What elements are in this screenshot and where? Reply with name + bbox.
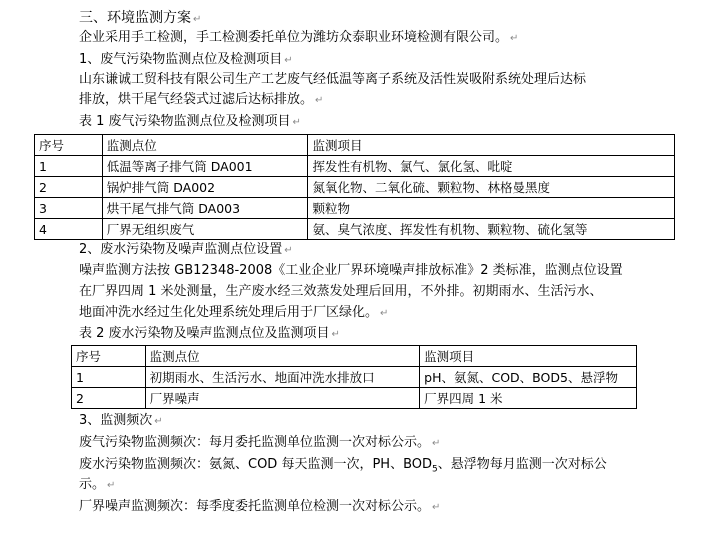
table-row bbox=[72, 388, 637, 409]
table-cell: 锅炉排气筒 DA002 bbox=[102, 177, 308, 198]
table2 bbox=[71, 345, 637, 409]
sub1-heading: 1、废气污染物监测点位及检测项目 ↵ bbox=[79, 52, 293, 67]
sub1-paragraph-line2: 排放，烘干尾气经袋式过滤后达标排放。 ↵ bbox=[79, 92, 324, 107]
sub1-paragraph-line1: 山东谦诚工贸科技有限公司生产工艺废气经低温等离子系统及活性炭吸附系统处理后达标 bbox=[79, 72, 587, 87]
table-cell: 厂界无组织废气 bbox=[102, 219, 308, 240]
table-row bbox=[35, 156, 675, 177]
water-frequency-line2: 示。 ↵ bbox=[79, 477, 116, 492]
table-cell: 氨、臭气浓度、挥发性有机物、颗粒物、硫化氢等 bbox=[308, 219, 675, 240]
table-cell: 3 bbox=[35, 198, 103, 219]
table1 bbox=[34, 134, 675, 240]
header-cell: 监测点位 bbox=[145, 346, 420, 367]
table-cell: 烘干尾气排气筒 DA003 bbox=[102, 198, 308, 219]
noise-frequency: 厂界噪声监测频次：每季度委托监测单位检测一次对标公示。 ↵ bbox=[79, 499, 441, 514]
sub3-heading: 3、监测频次 ↵ bbox=[79, 413, 163, 428]
table-cell: 氮氧化物、二氧化硫、颗粒物、林格曼黑度 bbox=[308, 177, 675, 198]
sub2-paragraph-line2: 在厂界四周 1 米处测量，生产废水经三效蒸发处理后回用，不外排。初期雨水、生活污水、 bbox=[79, 284, 603, 299]
header-cell: 监测点位 bbox=[102, 135, 308, 156]
sub2-paragraph-line3: 地面冲洗水经过生化处理系统处理后用于厂区绿化。 ↵ bbox=[79, 305, 389, 320]
table-cell: 2 bbox=[35, 177, 103, 198]
table-header-row bbox=[35, 135, 675, 156]
table-cell: 挥发性有机物、氯气、氯化氢、吡啶 bbox=[308, 156, 675, 177]
table-cell: 1 bbox=[35, 156, 103, 177]
table-row bbox=[35, 177, 675, 198]
header-cell: 监测项目 bbox=[308, 135, 675, 156]
sub2-heading: 2、废水污染物及噪声监测点位设置 ↵ bbox=[79, 242, 293, 257]
table-cell: 1 bbox=[72, 367, 146, 388]
table-cell: 4 bbox=[35, 219, 103, 240]
table-cell: 厂界四周 1 米 bbox=[420, 388, 637, 409]
header-cell: 序号 bbox=[35, 135, 103, 156]
table-cell: 厂界噪声 bbox=[145, 388, 420, 409]
table-row bbox=[35, 198, 675, 219]
table-cell: 初期雨水、生活污水、地面冲洗水排放口 bbox=[145, 367, 420, 388]
sub2-paragraph-line1: 噪声监测方法按 GB12348-2008《工业企业厂界环境噪声排放标准》2 类标准，监测点位设置 bbox=[79, 263, 623, 278]
table-cell: 低温等离子排气筒 DA001 bbox=[102, 156, 308, 177]
water-frequency-line1: 废水污染物监测频次：氨氮、COD 每天监测一次，PH、$BOD_5$、悬浮物每月监测一次对标公 bbox=[79, 457, 607, 475]
table-cell: 颗粒物 bbox=[308, 198, 675, 219]
table-cell: pH、氨氮、COD、BOD5、悬浮物 bbox=[420, 367, 637, 388]
table-row bbox=[72, 367, 637, 388]
intro-paragraph: 企业采用手工检测，手工检测委托单位为潍坊众泰职业环境检测有限公司。 ↵ bbox=[79, 30, 519, 45]
table-cell: 2 bbox=[72, 388, 146, 409]
section-title: 三、环境监测方案 ↵ bbox=[79, 10, 202, 26]
header-cell: 序号 bbox=[72, 346, 146, 367]
table-header-row bbox=[72, 346, 637, 367]
table2-caption: 表 2 废水污染物及噪声监测点位及监测项目 ↵ bbox=[79, 326, 340, 341]
table1-caption: 表 1 废气污染物监测点位及检测项目 ↵ bbox=[79, 114, 301, 129]
gas-frequency: 废气污染物监测频次：每月委托监测单位监测一次对标公示。 ↵ bbox=[79, 435, 441, 450]
header-cell: 监测项目 bbox=[420, 346, 637, 367]
table-row bbox=[35, 219, 675, 240]
